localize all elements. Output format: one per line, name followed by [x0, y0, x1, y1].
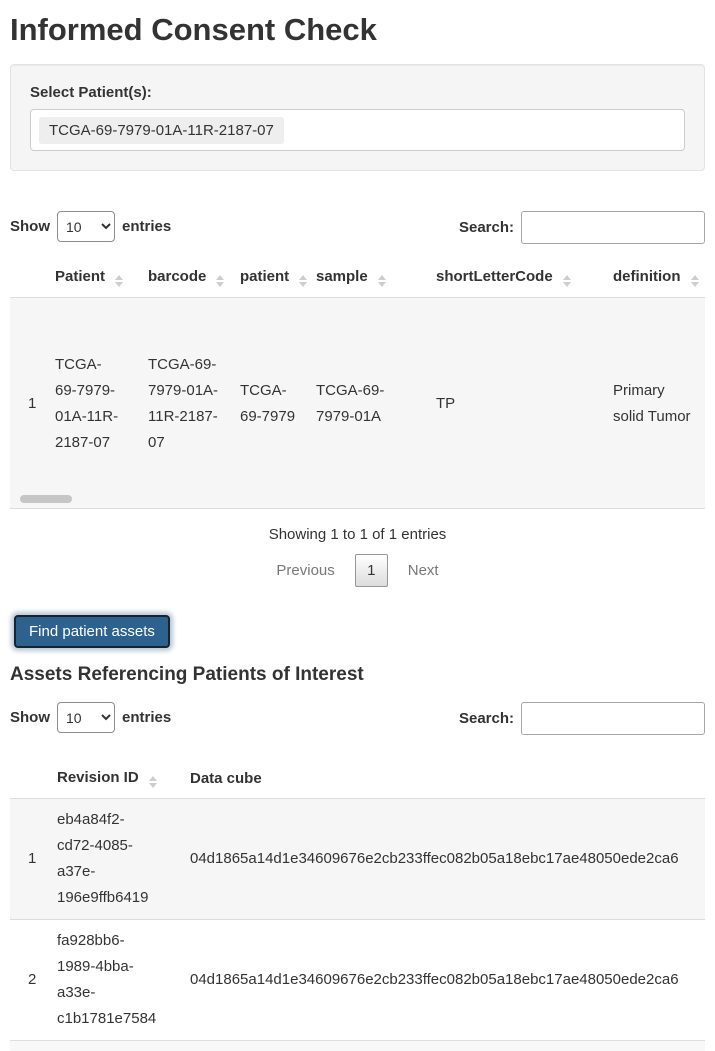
- table-row[interactable]: [10, 298, 705, 509]
- row-index-header: [10, 258, 55, 298]
- search-input[interactable]: [521, 211, 705, 244]
- column-header-patient-full[interactable]: Patient: [55, 258, 148, 298]
- show-label: Show: [10, 709, 50, 726]
- sort-icon: [691, 275, 699, 287]
- search-input[interactable]: [521, 702, 705, 735]
- column-header-revision-id[interactable]: Revision ID: [57, 759, 190, 799]
- assets-table-controls: [10, 702, 705, 735]
- search-label: Search:: [458, 710, 514, 727]
- horizontal-scrollbar-thumb[interactable]: [20, 495, 72, 503]
- patients-table: [10, 258, 705, 298]
- cell-barcode: TCGA-69-7979-01A-11R-2187-07: [148, 355, 219, 451]
- cell-data-cube: 04d1865a14d1e34609676e2cb233ffec082b05a18ebc17ae48050ede2ca6: [190, 971, 679, 988]
- sort-icon: [216, 275, 224, 287]
- cell-short-letter-code: TP: [436, 394, 456, 412]
- sort-icon: [378, 275, 386, 287]
- row-index: 1: [28, 394, 37, 412]
- page-size-select[interactable]: [57, 702, 115, 733]
- sort-icon: [115, 275, 123, 287]
- column-header-barcode[interactable]: barcode: [148, 258, 240, 298]
- show-label: Show: [10, 218, 50, 235]
- column-header-data-cube[interactable]: Data cube: [190, 770, 262, 787]
- current-page-button[interactable]: 1: [355, 554, 388, 587]
- row-index: 1: [28, 850, 37, 867]
- patient-select-input[interactable]: [30, 109, 685, 151]
- column-header-patient[interactable]: patient: [240, 258, 316, 298]
- table-row[interactable]: [10, 799, 705, 920]
- select-patients-label: Select Patient(s):: [30, 84, 152, 101]
- table-row[interactable]: [10, 920, 705, 1041]
- column-header-definition[interactable]: definition: [613, 258, 705, 298]
- sort-icon: [149, 776, 157, 788]
- row-index-header: [10, 759, 57, 799]
- column-header-sample[interactable]: sample: [316, 258, 436, 298]
- previous-page-button[interactable]: Previous: [276, 562, 335, 579]
- search-label: Search:: [458, 219, 514, 236]
- table-info: Showing 1 to 1 of 1 entries: [268, 526, 447, 543]
- cell-revision-id: eb4a84f2-cd72-4085-a37e-196e9ffb6419: [57, 811, 149, 906]
- sort-icon: [563, 275, 571, 287]
- column-header-shortlettercode[interactable]: shortLetterCode: [436, 258, 613, 298]
- assets-table: [10, 759, 705, 1041]
- next-page-button[interactable]: Next: [407, 562, 439, 579]
- find-patient-assets-button[interactable]: Find patient assets: [14, 615, 170, 648]
- selected-patient-token[interactable]: TCGA-69-7979-01A-11R-2187-07: [39, 117, 284, 144]
- assets-table-scroll-track: [10, 1041, 705, 1051]
- patients-table-scroll-body: [10, 298, 705, 509]
- cell-patient: TCGA-69-7979: [240, 381, 296, 425]
- cell-revision-id: fa928bb6-1989-4bba-a33e-c1b1781e7584: [57, 932, 157, 1027]
- patient-select-panel: [10, 64, 705, 171]
- sort-icon: [299, 275, 307, 287]
- row-index: 2: [28, 971, 37, 988]
- page-size-select[interactable]: [57, 211, 115, 242]
- page-title: Informed Consent Check: [10, 12, 377, 47]
- cell-sample: TCGA-69-7979-01A: [316, 381, 385, 425]
- cell-patient-full: TCGA-69-7979-01A-11R-2187-07: [55, 355, 119, 451]
- entries-label: entries: [122, 218, 172, 235]
- pagination: [10, 554, 705, 587]
- patients-table-controls: [10, 211, 705, 244]
- cell-definition: Primary solid Tumor: [613, 381, 691, 425]
- assets-section-heading: Assets Referencing Patients of Interest: [10, 664, 364, 685]
- cell-data-cube: 04d1865a14d1e34609676e2cb233ffec082b05a18ebc17ae48050ede2ca6: [190, 850, 679, 867]
- entries-label: entries: [122, 709, 172, 726]
